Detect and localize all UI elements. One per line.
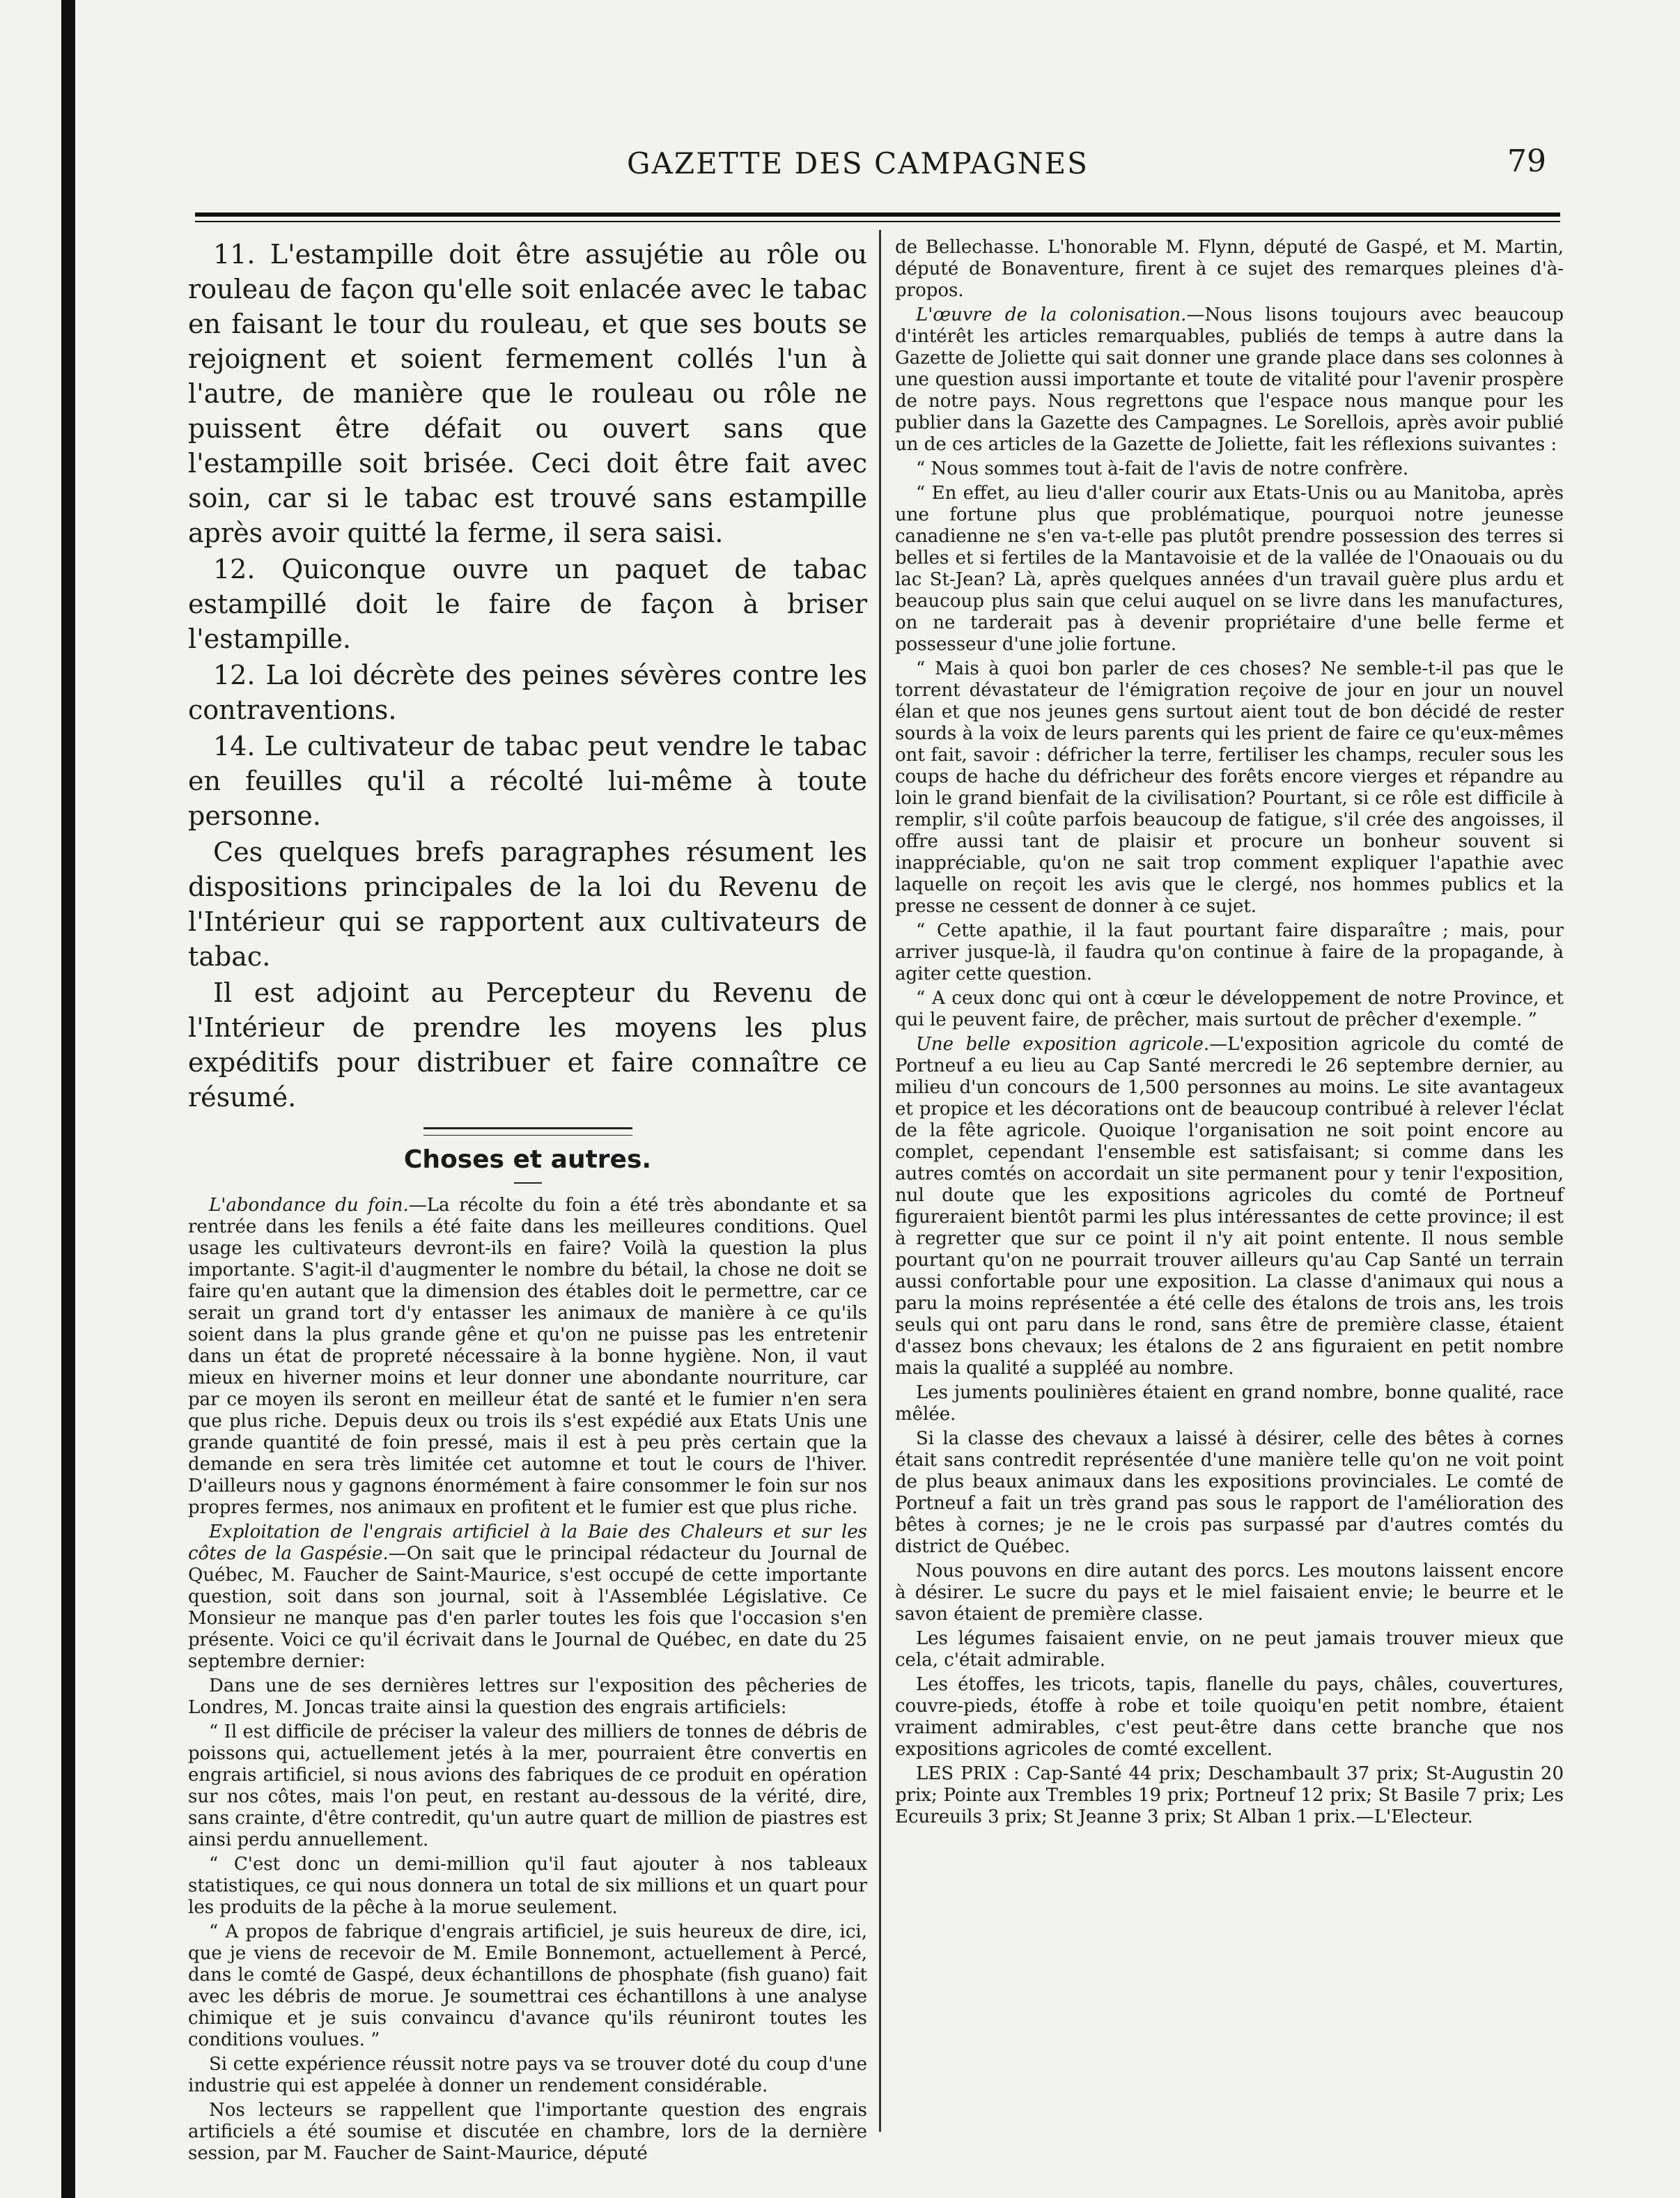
column-divider bbox=[879, 230, 881, 2132]
regulation-paragraph: Il est adjoint au Percepteur du Revenu de l'Intérieur de prendre les moyens les plus expéditifs pour distribuer et faire connaître ce résumé. bbox=[188, 977, 867, 1113]
regulation-paragraph: 14. Le cultivateur de tabac peut vendre le tabac en feuilles qu'il a récolté lui-même à toute personne. bbox=[188, 731, 867, 831]
article-paragraph: Les légumes faisaient envie, on ne peut jamais trouver mieux que cela, c'était admirable. bbox=[895, 1628, 1564, 1671]
article-paragraph: “ Il est difficile de préciser la valeur des milliers de tonnes de débris de poissons qui, actuellement jetés à la mer, pourraient être convertis en engrais artificiel, si nous avions des fabriques de ce produit en opération sur nos côtes, mais l'on peut, en restant au-dessous de la vérité, dire, sans crainte, d'être contredit, qu'un autre quart de million de piastres est ainsi perdu annuellement. bbox=[188, 1721, 867, 1850]
article-paragraph: Si cette expérience réussit notre pays va se trouver doté du coup d'une industrie qui est appelée à donner un rendement considérable. bbox=[188, 2054, 867, 2096]
prize-list: LES PRIX : Cap-Santé 44 prix; Deschambault 37 prix; St-Augustin 20 prix; Pointe aux Trembles 19 prix; Portneuf 12 prix; St Basile 7 prix; Les Ecureuils 3 prix; St Jeanne 3 prix; St Alban 1 prix.—L'Electeur. bbox=[895, 1763, 1564, 1827]
article-heading: L'abondance du foin. bbox=[209, 1195, 409, 1216]
article-paragraph: Les juments poulinières étaient en grand nombre, bonne qualité, race mêlée. bbox=[895, 1382, 1564, 1425]
regulation-paragraph: 12. La loi décrète des peines sévères contre les contraventions. bbox=[188, 660, 867, 725]
section-ornament bbox=[423, 1127, 632, 1136]
left-column bbox=[188, 237, 867, 2167]
article-engrais bbox=[188, 1522, 867, 1673]
article-paragraph: Nous pouvons en dire autant des porcs. Les moutons laissent encore à désirer. Le sucre du pays et le miel faisaient envie; le beurre et le savon étaient de première classe. bbox=[895, 1561, 1564, 1625]
section-rule bbox=[514, 1182, 542, 1184]
page-header bbox=[195, 139, 1560, 188]
article-paragraph: “ Cette apathie, il la faut pourtant faire disparaître ; mais, pour arriver jusque-là, il faudra qu'on continue à faire de la propagande, à agiter cette question. bbox=[895, 920, 1564, 984]
page-binding-rule bbox=[61, 0, 75, 2198]
article-heading: Exploitation de l'engrais artificiel à la Baie des Chaleurs et sur les côtes de la Gaspésie. bbox=[188, 1522, 867, 1564]
article-paragraph: “ Nous sommes tout à-fait de l'avis de notre confrère. bbox=[916, 458, 1409, 479]
article-text: —L'exposition agricole du comté de Portneuf a eu lieu au Cap Santé mercredi le 26 septembre dernier, au milieu d'un concours de 1,500 personnes au moins. Le site avantageux et propice et les décorations ont de beaucoup contribué à relever l'éclat de la fête agricole. Quoique l'organisation ne soit point encore au complet, cependant l'ensemble est satisfaisant; si comme dans les autres comtés on accordait un site permanent pour y tenir l'exposition, nul doute que les expositions agricoles du comté de Portneuf figureraient bientôt parmi les plus intéressantes de cette province; il est à regretter que sur ce point il n'y ait point entente. Il nous semble pourtant qu'on ne pourrait trouver ailleurs qu'au Cap Santé un terrain aussi confortable pour une exposition. La classe d'animaux qui nous a paru la moins représentée a été celle des étalons de trois ans, les trois seuls qui ont paru dans le rond, sans être de première classe, étaient d'assez bons chevaux; les étalons de 2 ans figuraient en petit nombre mais la qualité a suppléé au nombre. bbox=[895, 1034, 1564, 1379]
article-paragraph: Nos lecteurs se rappellent que l'importante question des engrais artificiels a été soumise et discutée en chambre, lors de la dernière session, par M. Faucher de Saint-Maurice, député bbox=[188, 2100, 867, 2164]
regulation-paragraph: 12. Quiconque ouvre un paquet de tabac estampillé doit le faire de façon à briser l'estampille. bbox=[188, 554, 867, 654]
tobacco-regulations bbox=[188, 237, 867, 1115]
article-colonisation bbox=[895, 304, 1564, 456]
article-heading: L'œuvre de la colonisation. bbox=[916, 304, 1187, 325]
header-rule bbox=[195, 212, 1560, 222]
article-paragraph: “ A propos de fabrique d'engrais artificiel, je suis heureux de dire, ici, que je viens de recevoir de M. Emile Bonnemont, actuellement à Percé, dans le comté de Gaspé, deux échantillons de phosphate (fish guano) fait avec les débris de morue. Je soumettrai ces échantillons à une analyse chimique et je suis convaincu d'avance qu'ils réuniront toutes les conditions voulues. ” bbox=[188, 1921, 867, 2050]
article-text: —La récolte du foin a été très abondante et sa rentrée dans les fenils a été faite dans les meilleures conditions. Quel usage les cultivateurs devront-ils en faire? Voilà la question la plus importante. S'agit-il d'augmenter le nombre du bétail, la chose ne doit se faire qu'en autant que la dimension des étables doit le permettre, car ce serait un grand tort d'y entasser les animaux de manière à ce qu'ils soient dans la plus grande gêne et qu'on ne puisse pas les entretenir dans un état de propreté nécessaire à la bonne hygiène. Non, il vaut mieux en hiverner moins et leur donner une abondante nourriture, car par ce moyen ils seront en meilleur état de santé et le fumier n'en sera que plus riche. Depuis deux ou trois ils s'est expédié aux Etats Unis une grande quantité de foin pressé, mais il est à peu près certain que la demande en sera très limitée cet automne et tout le cours de l'hiver. D'ailleurs nous y gagnons énormément à faire consommer le foin sur nos propres fermes, nos animaux en profitent et le fumier est que plus riche. bbox=[188, 1195, 867, 1518]
article-paragraph: “ Mais à quoi bon parler de ces choses? Ne semble-t-il pas que le torrent dévastateur de l'émigration reçoive de jour en jour un nouvel élan et que nos jeunes gens surtout aient tout de bon décidé de rester sourds à la voix de leurs parents qui les prient de faire ce qu'eux-mêmes ont fait, savoir : défricher la terre, fertiliser les champs, reculer sous les coups de hache du défricheur des forêts encore vierges et répandre au loin le grand bienfait de la civilisation? Pourtant, si ce rôle est difficile à remplir, s'il coûte parfois beaucoup de fatigue, s'il crée des angoisses, il offre aussi tant de plaisir et procure un bonheur souvent si inappréciable, qu'on ne sait trop comment expliquer l'apathie avec laquelle on reçoit les avis que le clergé, nos hommes publics et la presse ne cessent de donner à ce sujet. bbox=[895, 658, 1564, 917]
regulation-paragraph: 11. L'estampille doit être assujétie au rôle ou rouleau de façon qu'elle soit enlacée avec le tabac en faisant le tour du rouleau, et que ses bouts se rejoignent et soient fermement collés l'un à l'autre, de manière que le rouleau ou rôle ne puissent être défait ou ouvert sans que l'estampille soit brisée. Ceci doit être fait avec soin, car si le tabac est trouvé sans estampille après avoir quitté la ferme, il sera saisi. bbox=[188, 239, 867, 548]
article-continuation: de Bellechasse. L'honorable M. Flynn, député de Gaspé, et M. Martin, député de Bonaventure, firent à ce sujet des remarques pleines d'à-propos. bbox=[895, 237, 1564, 301]
section-title: Choses et autres. bbox=[403, 1145, 652, 1174]
regulation-paragraph: Ces quelques brefs paragraphes résument les dispositions principales de la loi du Revenu de l'Intérieur qui se rapportent aux cultivateurs de tabac. bbox=[188, 837, 867, 972]
article-text: —On sait que le principal rédacteur du Journal de Québec, M. Faucher de Saint-Maurice, s'est occupé de cette importante question, soit dans son journal, soit à l'Assemblée Législative. Ce Monsieur ne manque pas d'en parler toutes les fois que l'occasion s'en présente. Voici ce qu'il écrivait dans le Journal de Québec, en date du 25 septembre dernier: bbox=[188, 1543, 867, 1672]
article-heading: Une belle exposition agricole. bbox=[916, 1034, 1210, 1055]
article-paragraph: “ C'est donc un demi-million qu'il faut ajouter à nos tableaux statistiques, ce qui nous donnera un total de six millions et un quart pour les produits de la pêche à la morue seulement. bbox=[188, 1854, 867, 1918]
choses-et-autres bbox=[188, 1195, 867, 2165]
article-paragraph: “ En effet, au lieu d'aller courir aux Etats-Unis ou au Manitoba, après une fortune plus que problématique, pourquoi notre jeunesse canadienne ne s'en va-t-elle pas plutôt prendre possession des terres si belles et si fertiles de la Mantavoisie et de la vallée de l'Onaouais ou du lac St-Jean? Là, après quelques années d'un travail guère plus ardu et beaucoup plus sain que celui auquel on se livre dans les manufactures, on ne tarderait pas à devenir propriétaire d'une belle ferme et possesseur d'une jolie fortune. bbox=[895, 483, 1564, 655]
article-text: —Nous lisons toujours avec beaucoup d'intérêt les articles remarquables, publiés de temps à autre dans la Gazette de Joliette qui sait donner une grande place dans ses colonnes à une question aussi importante et toute de vitalité pour l'avenir prospère de notre pays. Nous regrettons que l'espace nous manque pour les publier dans la Gazette des Campagnes. Le Sorellois, après avoir publié un de ces articles de la Gazette de Joliette, fait les réflexions suivantes : bbox=[895, 304, 1564, 455]
article-paragraph: Si la classe des chevaux a laissé à désirer, celle des bêtes à cornes était sans contredit représentée d'une manière telle qu'on ne voit point de plus beaux animaux dans les expositions provinciales. Le comté de Portneuf a fait un très grand pas sous le rapport de l'amélioration des bêtes à cornes; je ne le crois pas surpassé par d'autres comtés du district de Québec. bbox=[895, 1428, 1564, 1557]
article-paragraph: “ A ceux donc qui ont à cœur le développement de notre Province, et qui le peuvent faire, de prêcher, mais surtout de prêcher d'exemple. ” bbox=[895, 988, 1564, 1030]
page-number: 79 bbox=[1507, 144, 1546, 179]
article-paragraph: Les étoffes, les tricots, tapis, flanelle du pays, châles, couvertures, couvre-pieds, étoffe à robe et toile quoiqu'en petit nombre, étaient vraiment admirables, c'est peut-être dans cette branche que nos expositions agricoles de comté excellent. bbox=[895, 1674, 1564, 1760]
article-foin bbox=[188, 1195, 867, 1519]
right-column bbox=[895, 237, 1564, 1831]
article-paragraph: Dans une de ses dernières lettres sur l'exposition des pêcheries de Londres, M. Joncas traite ainsi la question des engrais artificiels: bbox=[188, 1675, 867, 1718]
page-title: GAZETTE DES CAMPAGNES bbox=[627, 146, 1089, 180]
article-exposition bbox=[895, 1034, 1564, 1379]
